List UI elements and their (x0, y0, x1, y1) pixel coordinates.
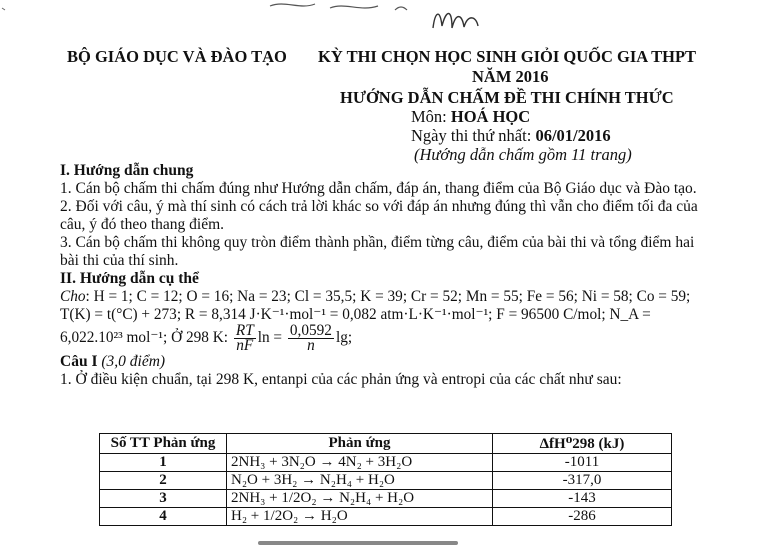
pages-note: (Hướng dẫn chấm gồm 11 trang) (414, 145, 632, 164)
general-heading: I. Hướng dẫn chung (60, 162, 194, 179)
constants-line: T(K) = t(°C) + 273; R = 8,314 J·K⁻¹·mol⁻¹ = 0,082 atm·L·K⁻¹·mol⁻¹; F = 96500 C/mol; N_A = 6,022.10²³ mol⁻¹; Ở 298 K: $\frac{RT}{nF}$ ln = $\frac{0,0592}{n}$ lg; (60, 306, 651, 354)
exam-title: KỲ THI CHỌN HỌC SINH GIỎI QUỐC GIA THPT (318, 47, 697, 66)
col-reaction-no: Số TT Phản ứng (100, 434, 227, 454)
table-row: 4 H₂ + 1/2O₂ → H₂O -286 (100, 508, 672, 526)
col-enthalpy: ΔfH⁰298 (kJ) (493, 434, 672, 454)
handwritten-note (0, 0, 773, 40)
table-row: 2 N₂O + 3H₂ → N₂H₄ + H₂O -317,0 (100, 472, 672, 490)
table-row: 3 2NH₃ + 1/2O₂ → N₂H₄ + H₂O -143 (100, 490, 672, 508)
exam-date: 06/01/2016 (535, 126, 611, 145)
exam-year: NĂM 2016 (472, 67, 549, 86)
table-row: 1 2NH₃ + 3N₂O → 4N₂ + 3H₂O -1011 (100, 454, 672, 472)
subject-line: Môn: HOÁ HỌC (411, 107, 531, 126)
subject-name: HOÁ HỌC (450, 107, 531, 126)
exam-date-line: Ngày thi thứ nhất: 06/01/2016 (411, 126, 611, 145)
reaction-table (99, 433, 672, 526)
col-reaction: Phản ứng (227, 434, 493, 454)
general-section (60, 162, 710, 389)
fraction-rt-nf: $\frac{RT}{nF}$ (235, 322, 254, 354)
given-masses: Cho: H = 1; C = 12; O = 16; Na = 23; Cl = 35,5; K = 39; Cr = 52; Mn = 55; Fe = 56; Ni = 58; Co = 59; (60, 288, 691, 305)
general-item-1: 1. Cán bộ chấm thi chấm đúng như Hướng dẫn chấm, đáp án, thang điểm của Bộ Giáo dục và Đào tạo. (60, 180, 697, 197)
ministry-name: BỘ GIÁO DỤC VÀ ĐÀO TẠO (67, 47, 287, 66)
question-intro: 1. Ở điều kiện chuẩn, tại 298 K, entanpi của các phản ứng và entropi của các chất như sau: (60, 371, 622, 388)
general-item-2: 2. Đối với câu, ý mà thí sinh có cách trả lời khác so với đáp án nhưng đúng thì vẫn cho điểm tối đa của câu, ý đó theo thang điểm. (60, 198, 698, 233)
fraction-0592-n: $\frac{0,0592}{n}$ (289, 322, 332, 354)
specific-heading: II. Hướng dẫn cụ thể (60, 270, 199, 287)
general-item-3: 3. Cán bộ chấm thi không quy tròn điểm thành phần, điểm từng câu, điểm của bài thi và tổng điểm hai bài thi của thí sinh. (60, 234, 695, 269)
question-heading: Câu I (3,0 điểm) (60, 353, 166, 370)
table-header-row (100, 434, 672, 454)
guide-title: HƯỚNG DẪN CHẤM ĐỀ THI CHÍNH THỨC (340, 88, 674, 107)
page-scroll-indicator[interactable] (258, 541, 458, 545)
